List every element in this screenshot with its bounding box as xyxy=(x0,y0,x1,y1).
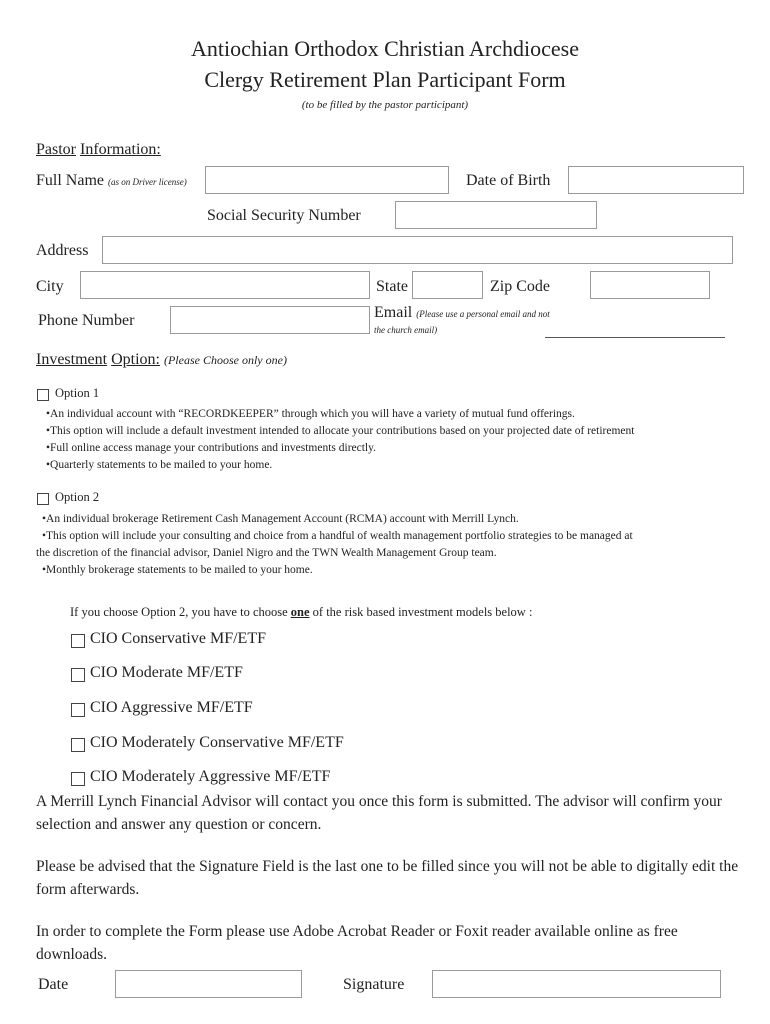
investment-section-heading xyxy=(36,351,287,369)
risk-intro-pre: If you choose Option 2, you have to choose xyxy=(70,605,291,619)
phone-field[interactable] xyxy=(170,306,370,334)
option1-bullet: •This option will include a default investment intended to allocate your contributions based on your projected date of retirement xyxy=(46,425,635,437)
full-name-field[interactable] xyxy=(205,166,449,194)
email-label: Email xyxy=(374,304,413,321)
form-title-line1: Antiochian Orthodox Christian Archdiocese xyxy=(191,36,579,61)
investment-heading-note: (Please Choose only one) xyxy=(163,353,287,367)
dob-label: Date of Birth xyxy=(466,172,551,189)
advisor-note: A Merrill Lynch Financial Advisor will contact you once this form is submitted. The advisor will confirm your selection and answer any question or concern. xyxy=(36,793,722,833)
pastor-heading-word2: Information: xyxy=(80,141,161,158)
state-label: State xyxy=(376,278,408,295)
risk-intro-post: of the risk based investment models below : xyxy=(309,605,533,619)
email-note-line1: (Please use a personal email and not xyxy=(416,309,550,319)
signature-field[interactable] xyxy=(432,970,721,998)
signature-label: Signature xyxy=(343,976,405,993)
option1-bullet: •An individual account with “RECORDKEEPER” through which you will have a variety of mutual fund offerings. xyxy=(46,408,575,420)
model-label: CIO Moderate MF/ETF xyxy=(90,664,243,681)
form-subtitle: (to be filled by the pastor participant) xyxy=(301,99,469,111)
model-mod-conservative-checkbox[interactable] xyxy=(71,738,85,752)
form-title-line2: Clergy Retirement Plan Participant Form xyxy=(204,67,566,92)
pastor-section-heading xyxy=(36,141,161,159)
signature-warning-note: Please be advised that the Signature Field is the last one to be filled since you will not be able to digitally edit the form afterwards. xyxy=(36,858,739,898)
state-field[interactable] xyxy=(412,271,483,299)
investment-heading-word1: Investment xyxy=(36,351,108,368)
reader-note: In order to complete the Form please use Adobe Acrobat Reader or Foxit reader available online as free downloads. xyxy=(36,923,678,963)
option1-label: Option 1 xyxy=(55,386,100,400)
option2-checkbox[interactable] xyxy=(37,493,49,505)
city-label: City xyxy=(36,278,64,295)
model-aggressive-checkbox[interactable] xyxy=(71,703,85,717)
model-moderate-checkbox[interactable] xyxy=(71,668,85,682)
model-label: CIO Moderately Conservative MF/ETF xyxy=(90,734,344,751)
investment-heading-word2: Option: xyxy=(111,351,160,368)
full-name-label-text: Full Name xyxy=(36,172,104,189)
dob-field[interactable] xyxy=(568,166,744,194)
full-name-note: (as on Driver license) xyxy=(108,177,187,187)
option2-bullet: •This option will include your consulting and choice from a handful of wealth management portfolio strategies to be managed at xyxy=(42,530,633,542)
pastor-heading-word1: Pastor xyxy=(36,141,76,158)
option2-label: Option 2 xyxy=(55,490,100,504)
zip-label: Zip Code xyxy=(490,278,550,295)
option1-bullet: •Quarterly statements to be mailed to your home. xyxy=(46,459,273,471)
option1-bullet: •Full online access manage your contributions and investments directly. xyxy=(46,442,376,454)
phone-label: Phone Number xyxy=(38,312,135,329)
option1-checkbox[interactable] xyxy=(37,389,49,401)
address-field[interactable] xyxy=(102,236,733,264)
option2-bullet: •Monthly brokerage statements to be mailed to your home. xyxy=(42,564,313,576)
model-label: CIO Conservative MF/ETF xyxy=(90,630,266,647)
email-note-line2: the church email) xyxy=(374,325,438,335)
model-label: CIO Moderately Aggressive MF/ETF xyxy=(90,768,331,785)
risk-models-intro xyxy=(70,605,532,620)
risk-intro-emph: one xyxy=(290,605,310,619)
email-field-line[interactable] xyxy=(545,337,725,338)
city-field[interactable] xyxy=(80,271,370,299)
model-conservative-checkbox[interactable] xyxy=(71,634,85,648)
option2-bullet: the discretion of the financial advisor, Daniel Nigro and the TWN Wealth Management Group team. xyxy=(36,547,497,559)
date-label: Date xyxy=(38,976,69,993)
email-label-block xyxy=(374,304,550,322)
model-mod-aggressive-checkbox[interactable] xyxy=(71,772,85,786)
model-label: CIO Aggressive MF/ETF xyxy=(90,699,253,716)
ssn-field[interactable] xyxy=(395,201,597,229)
zip-field[interactable] xyxy=(590,271,710,299)
date-field[interactable] xyxy=(115,970,302,998)
option2-bullet: •An individual brokerage Retirement Cash Management Account (RCMA) account with Merrill Lynch. xyxy=(42,513,519,525)
address-label: Address xyxy=(36,242,89,259)
full-name-label xyxy=(36,172,187,190)
ssn-label: Social Security Number xyxy=(207,207,361,224)
